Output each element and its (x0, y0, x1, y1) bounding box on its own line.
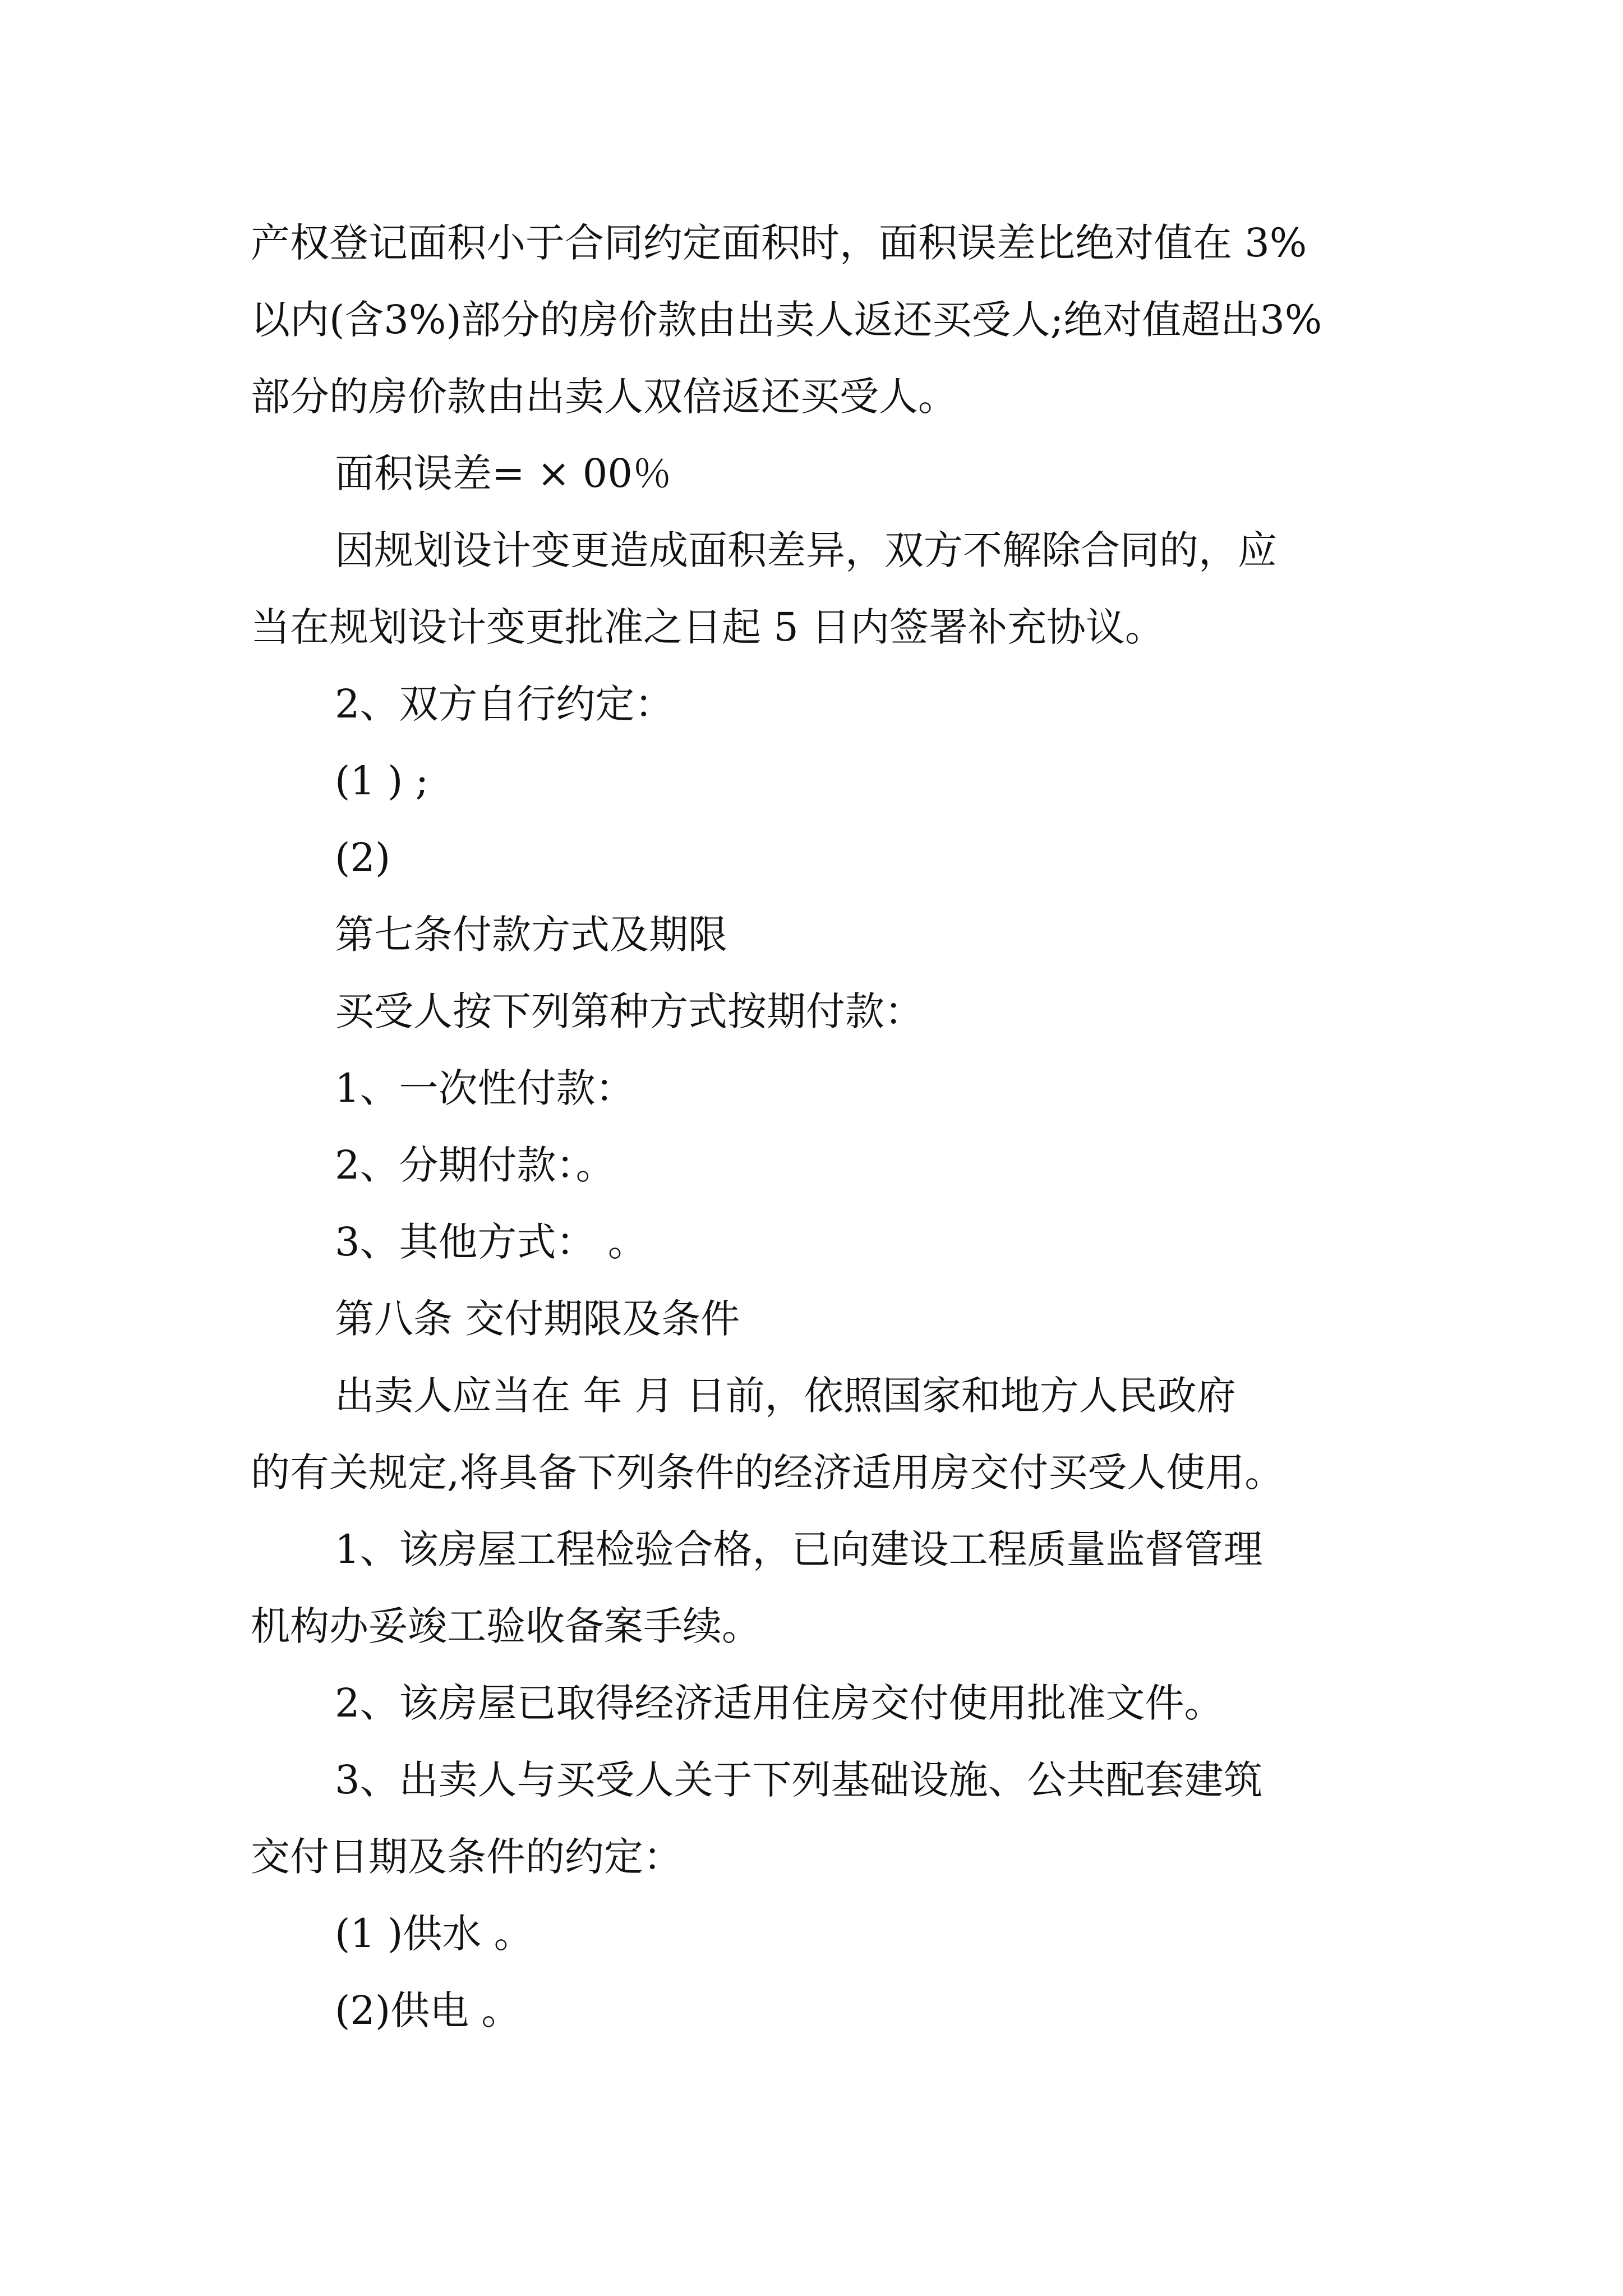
area-error-formula: 面积误差= × 00％ (335, 450, 672, 496)
paragraph-line: 机构办妥竣工验收备案手续。 (251, 1603, 761, 1649)
article-heading: 第七条付款方式及期限 (335, 912, 727, 958)
paragraph-line: 当在规划设计变更批准之日起 5 日内签署补充协议。 (251, 604, 1165, 650)
paragraph-line: 产权登记面积小于合同约定面积时，面积误差比绝对值在 3% (251, 220, 1307, 266)
paragraph-line: 以内(含3%)部分的房价款由出卖人返还买受人;绝对值超出3% (251, 297, 1322, 343)
paragraph-line: 因规划设计变更造成面积差异，双方不解除合同的，应 (335, 527, 1277, 573)
paragraph-line: 部分的房价款由出卖人双倍返还买受人。 (251, 374, 957, 420)
paragraph-line: 买受人按下列第种方式按期付款： (335, 988, 924, 1034)
clause-item: 2、该房屋已取得经济适用住房交付使用批准文件。 (335, 1680, 1224, 1726)
clause-item: (2) (335, 835, 391, 881)
clause-item: 1、该房屋工程检验合格，已向建设工程质量监督管理 (335, 1526, 1263, 1572)
clause-item: 2、双方自行约定： (335, 681, 674, 727)
clause-item: (1 )供水 。 (335, 1911, 533, 1957)
clause-item: (2)供电 。 (335, 1987, 521, 2033)
clause-item: 3、出卖人与买受人关于下列基础设施、公共配套建筑 (335, 1757, 1263, 1803)
paragraph-line: 交付日期及条件的约定： (251, 1834, 683, 1880)
paragraph-line: 出卖人应当在 年 月 日前，依照国家和地方人民政府 (335, 1373, 1236, 1419)
article-heading: 第八条 交付期限及条件 (335, 1296, 740, 1342)
clause-item: 1、一次性付款： (335, 1065, 635, 1111)
clause-item: 3、其他方式： 。 (335, 1219, 647, 1265)
clause-item: (1 ) ; (335, 758, 429, 804)
clause-item: 2、分期付款：。 (335, 1142, 615, 1188)
paragraph-line: 的有关规定,将具备下列条件的经济适用房交付买受人使用。 (251, 1450, 1284, 1496)
document-body (251, 205, 1400, 2049)
